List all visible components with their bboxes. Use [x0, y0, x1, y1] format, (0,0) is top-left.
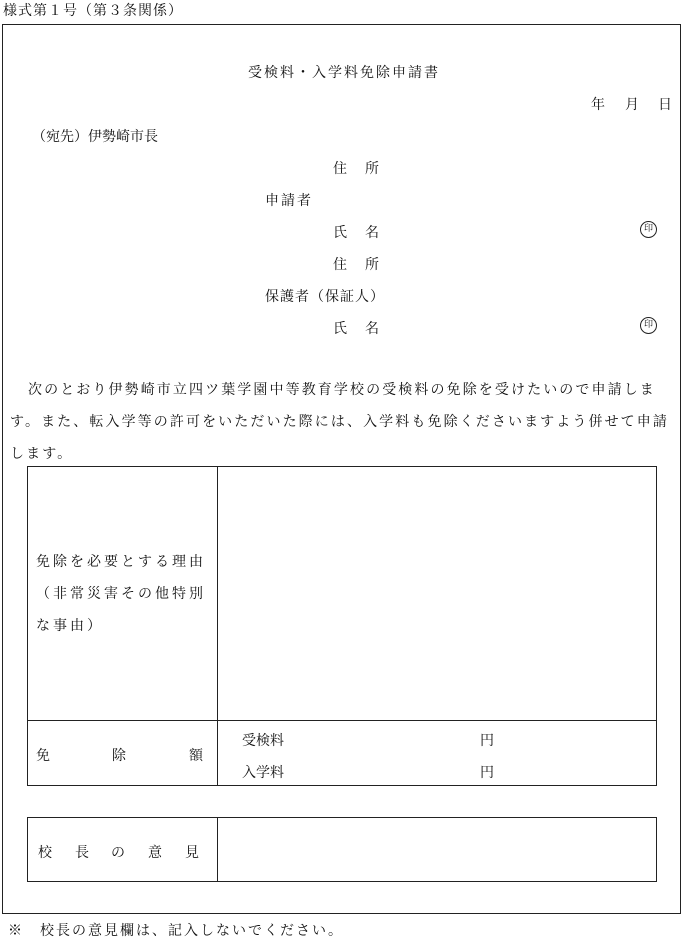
exam-fee-label: 受検料 — [242, 733, 284, 749]
guardian-name-label: 氏 名 — [333, 321, 381, 337]
opinion-label-char-1: 校 — [38, 845, 52, 861]
admission-fee-label: 入学料 — [242, 765, 284, 781]
applicant-name-label: 氏 名 — [333, 225, 381, 241]
guardian-seal-icon: 印 — [640, 317, 657, 334]
applicant-address-label: 住 所 — [333, 161, 381, 177]
footnote: ※ 校長の意見欄は、記入しないでください。 — [8, 923, 344, 939]
date-day: 日 — [658, 97, 672, 113]
amount-label-char-3: 額 — [189, 748, 203, 764]
exam-fee-input[interactable] — [300, 727, 472, 749]
request-paragraph: 次のとおり伊勢崎市立四ツ葉学園中等教育学校の受検料の免除を受けたいので申請します。また、転入学等の許可をいただいた際には、入学料も免除くださいますよう併せて申請します。 — [10, 382, 669, 462]
date-month: 月 — [625, 97, 639, 113]
exam-fee-unit: 円 — [480, 733, 494, 749]
opinion-label-char-5: 見 — [185, 845, 199, 861]
amount-label-char-2: 除 — [112, 748, 126, 764]
applicant-role-label: 申請者 — [265, 193, 313, 209]
opinion-label-char-3: の — [111, 845, 125, 861]
opinion-label-char-4: 意 — [148, 845, 162, 861]
principal-opinion-input-area[interactable] — [218, 818, 656, 881]
guardian-role-label: 保護者（保証人） — [265, 289, 385, 305]
form-number: 様式第１号（第３条関係） — [3, 3, 183, 19]
opinion-label-char-2: 長 — [75, 845, 89, 861]
table-row-divider — [27, 720, 657, 721]
admission-fee-unit: 円 — [480, 765, 494, 781]
amount-label-char-1: 免 — [36, 748, 50, 764]
admission-fee-input[interactable] — [300, 759, 472, 781]
applicant-seal-icon: 印 — [640, 221, 657, 238]
guardian-address-label: 住 所 — [333, 257, 381, 273]
reason-input-area[interactable] — [218, 467, 656, 720]
addressee: （宛先）伊勢崎市長 — [32, 129, 158, 145]
form-title: 受検料・入学料免除申請書 — [248, 65, 440, 81]
reason-label: 免除を必要とする理由（非常災害その他特別な事由） — [36, 554, 206, 634]
date-year: 年 — [591, 97, 605, 113]
